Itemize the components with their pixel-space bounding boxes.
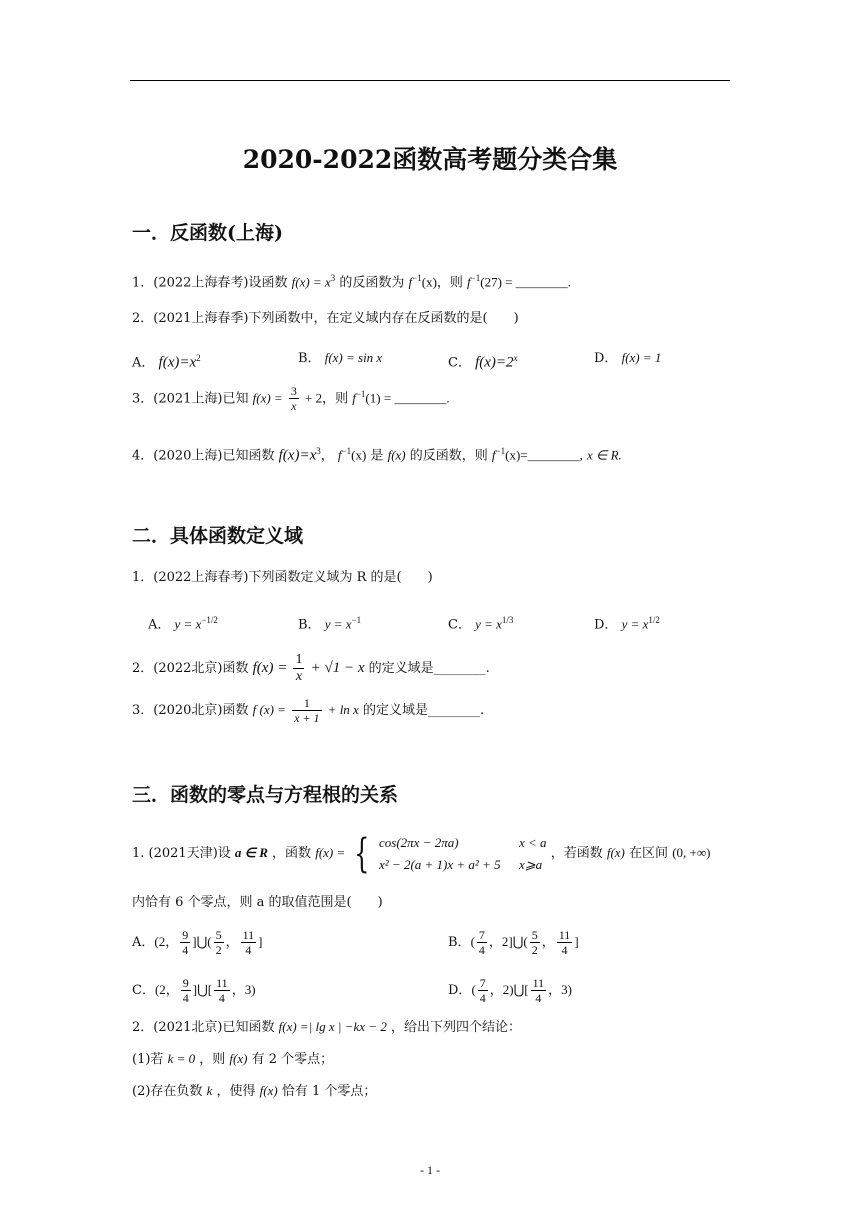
- math: (1) = ________.: [365, 390, 450, 406]
- denominator: 2: [215, 943, 222, 957]
- q-text: 在区间: [629, 846, 669, 861]
- numerator: 5: [215, 928, 222, 942]
- math: f(x) = sin x: [324, 350, 383, 365]
- q-text: (1)若: [132, 1052, 164, 1067]
- s1-question-2: 2．(2021上海春季)下列函数中，在定义域内存在反函数的是( ): [132, 311, 519, 326]
- q-text: ，给出下列四个结论：: [390, 1020, 521, 1035]
- math: + ln x: [327, 702, 359, 717]
- math: ]⋃[: [192, 982, 213, 997]
- denominator: 2: [531, 943, 538, 957]
- math: ，3): [231, 982, 256, 997]
- q-text: (2)存在负数: [132, 1084, 203, 1099]
- denominator: 4: [478, 943, 485, 957]
- q-text: 3．(2021上海)已知: [132, 391, 249, 407]
- math: f(x) = 1: [621, 350, 662, 365]
- denominator: x: [295, 669, 303, 684]
- denominator: 4: [245, 943, 252, 957]
- s3-question-1: [132, 830, 710, 877]
- numerator: 7: [479, 976, 486, 990]
- math: cos(2πx − 2πa): [379, 834, 459, 850]
- math: (x)=________,: [505, 447, 583, 463]
- option-c: [448, 610, 513, 635]
- math-exp: −1: [470, 273, 481, 283]
- s3-question-2: [132, 1017, 521, 1038]
- option-a: [148, 610, 218, 635]
- option-label: C．: [132, 983, 155, 998]
- option-label: B．: [298, 617, 321, 633]
- q-text: ，若函数: [550, 846, 603, 861]
- denominator: 4: [561, 943, 568, 957]
- math: f: [337, 447, 342, 463]
- math: x² − 2(a + 1)x + a² + 5: [379, 856, 501, 872]
- math: f(x): [606, 845, 625, 860]
- option-label: C．: [448, 617, 471, 633]
- denominator: 4: [182, 943, 189, 957]
- fraction: [477, 928, 487, 957]
- math-exp: 3: [330, 273, 336, 283]
- math: f: [408, 274, 413, 290]
- q-text: ，函数: [272, 846, 312, 861]
- s3-conclusion-1: [132, 1049, 333, 1070]
- page-number: - 1 -: [420, 1163, 440, 1177]
- math: f(x): [229, 1051, 248, 1066]
- option-d: [594, 610, 660, 635]
- option-a: [132, 928, 262, 957]
- math-exp: −1: [355, 389, 366, 399]
- page-title: 2020-2022函数高考题分类合集: [242, 145, 618, 174]
- math: a ∈ R: [234, 845, 268, 860]
- fraction: [289, 384, 299, 413]
- math-exp: 1/2: [648, 615, 660, 625]
- math: x ∈ R.: [587, 447, 622, 463]
- math-exp: −1: [351, 615, 362, 625]
- fraction: [241, 928, 257, 957]
- numerator: 11: [216, 976, 228, 990]
- math-exp: −1: [495, 446, 506, 456]
- math: + √1 − x: [310, 660, 365, 676]
- q-text: 的定义域是________.: [368, 661, 490, 676]
- numerator: 11: [558, 928, 571, 942]
- section-1-heading: 一．反函数(上海): [132, 222, 283, 244]
- option-label: B．: [298, 351, 321, 366]
- math: f: [491, 447, 496, 463]
- option-c: [132, 976, 256, 1005]
- denominator: 4: [218, 991, 225, 1005]
- denominator: 4: [479, 991, 486, 1005]
- q-text: 是: [370, 448, 384, 464]
- option-c: [448, 348, 518, 373]
- math-exp: −1: [412, 273, 422, 283]
- fraction: [214, 928, 224, 957]
- q-text: 的反函数为: [339, 275, 405, 291]
- numerator: 7: [478, 928, 485, 942]
- option-label: D．: [594, 617, 618, 633]
- numerator: 1: [292, 696, 321, 711]
- section-3-heading: 三．函数的零点与方程根的关系: [132, 784, 399, 806]
- math: ]: [574, 934, 579, 949]
- fraction: [292, 696, 321, 725]
- numerator: 1: [295, 652, 303, 667]
- option-b: [298, 610, 361, 635]
- math-exp: x: [513, 353, 518, 363]
- q-text: 1. (2021天津)设: [132, 846, 231, 861]
- math: (x)，则: [421, 274, 463, 290]
- q-text: 恰有 1 个零点；: [281, 1084, 377, 1099]
- option-d: [448, 976, 572, 1005]
- math: (0, +∞): [672, 845, 711, 860]
- option-label: B．: [448, 935, 471, 950]
- math: f(x) =: [252, 390, 283, 406]
- q-text: 4．(2020上海)已知函数: [132, 448, 275, 464]
- fraction: [214, 976, 230, 1005]
- math: f(x): [387, 447, 406, 463]
- math: f (x) =: [252, 702, 286, 717]
- fraction: [557, 928, 573, 957]
- q-text: 1．(2022上海春考)设函数: [132, 275, 288, 291]
- math: f(x) = x: [291, 274, 331, 290]
- math: f(x)=x: [158, 354, 197, 371]
- math: f(x): [259, 1083, 278, 1098]
- math: ，2]⋃(: [488, 934, 528, 949]
- q-text: 的反函数，则: [409, 448, 488, 464]
- q-text: ，则: [199, 1052, 226, 1067]
- math: f(x) =| lg x | −kx − 2: [278, 1019, 387, 1034]
- math: (: [471, 982, 476, 997]
- piece-row: [379, 832, 547, 854]
- math: f: [467, 274, 471, 290]
- option-label: A．: [132, 355, 155, 371]
- fraction: [478, 976, 488, 1005]
- numerator: 9: [182, 928, 189, 942]
- denominator: 4: [182, 991, 189, 1005]
- math: ，: [225, 934, 239, 949]
- option-a: [132, 348, 201, 373]
- denominator: x: [291, 399, 297, 414]
- option-d: [594, 348, 661, 369]
- math: ，: [541, 934, 555, 949]
- math-exp: 3: [316, 446, 321, 456]
- denominator: 4: [535, 991, 542, 1005]
- math-exp: 1/3: [501, 615, 514, 625]
- option-label: D．: [448, 983, 472, 998]
- q-text: 2．(2021北京)已知函数: [132, 1020, 275, 1035]
- s2-question-2: [132, 652, 490, 685]
- piece-row: [379, 854, 547, 876]
- math: (2，: [154, 934, 179, 949]
- math: f(x)=x: [278, 447, 317, 464]
- option-label: D．: [594, 351, 618, 366]
- math: + 2，则: [304, 390, 349, 406]
- math-exp: 2: [196, 353, 201, 363]
- math-exp: −1: [341, 446, 352, 456]
- left-brace: {: [354, 830, 370, 877]
- fraction: [181, 976, 191, 1005]
- numerator: 11: [242, 928, 255, 942]
- numerator: 11: [532, 976, 545, 990]
- fraction: [531, 976, 547, 1005]
- s3-question-1-cont: 内恰有 6 个零点，则 a 的取值范围是( ): [132, 895, 383, 910]
- math: y = x: [621, 616, 649, 632]
- math: k = 0: [167, 1051, 196, 1066]
- option-b: [298, 348, 382, 369]
- math: (27) = ________.: [480, 274, 571, 290]
- math: k: [206, 1083, 213, 1098]
- s1-question-3: [132, 384, 450, 413]
- q-text: 2．(2022北京)函数: [132, 661, 249, 676]
- s2-question-1: 1．(2022上海春考)下列函数定义域为 R 的是( ): [132, 570, 433, 585]
- math: f(x)=2: [475, 354, 514, 371]
- option-label: A．: [132, 935, 155, 950]
- piecewise: [379, 832, 547, 876]
- numerator: 9: [182, 976, 189, 990]
- fraction: [530, 928, 540, 957]
- q-text: ，: [320, 448, 334, 464]
- math: f(x) =: [315, 845, 346, 860]
- math: f: [352, 390, 356, 406]
- math: f(x) =: [252, 660, 288, 676]
- numerator: 3: [290, 384, 297, 399]
- q-text: 3．(2020北京)函数: [132, 703, 249, 718]
- denominator: x + 1: [294, 711, 320, 725]
- math: y = x: [324, 616, 352, 632]
- math: ，3): [548, 982, 573, 997]
- math-exp: −1/2: [201, 615, 218, 625]
- math: ]⋃(: [192, 934, 212, 949]
- fraction: [180, 928, 190, 957]
- s2-question-3: [132, 696, 484, 725]
- q-text: ，使得: [216, 1084, 256, 1099]
- option-label: C．: [448, 355, 471, 371]
- math: (: [470, 934, 475, 949]
- math: ，2)⋃[: [489, 982, 529, 997]
- math: (x): [351, 447, 367, 463]
- s3-conclusion-2: [132, 1081, 376, 1102]
- q-text: 有 2 个零点；: [251, 1052, 334, 1067]
- q-text: 的定义域是________.: [362, 703, 485, 718]
- numerator: 5: [531, 928, 538, 942]
- math: x⩾a: [519, 856, 543, 872]
- section-2-heading: 二．具体函数定义域: [132, 525, 304, 547]
- s1-question-4: [132, 441, 622, 466]
- s1-question-1: [132, 268, 571, 293]
- math: (2，: [154, 982, 179, 997]
- math: ]: [258, 934, 263, 949]
- top-rule: [130, 80, 730, 81]
- math: y = x: [174, 616, 202, 632]
- math: x < a: [519, 834, 547, 850]
- option-b: [448, 928, 579, 957]
- option-label: A．: [148, 617, 171, 633]
- math: y = x: [475, 616, 502, 632]
- fraction: [293, 652, 304, 685]
